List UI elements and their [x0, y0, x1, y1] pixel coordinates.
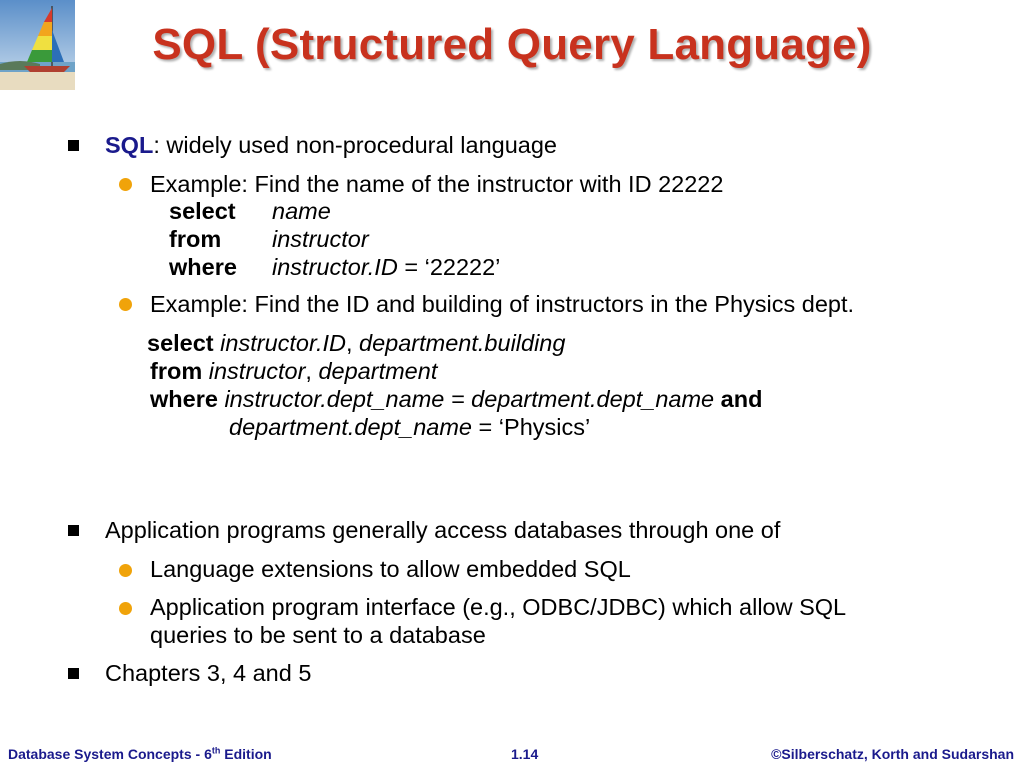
bullet-dot-icon — [119, 298, 132, 311]
example1-where-keyword: where — [169, 254, 237, 280]
footer-book-title-text: Database System Concepts - 6 — [8, 746, 212, 762]
example2-from-keyword: from — [150, 358, 203, 384]
example1-select-keyword: select — [169, 198, 236, 224]
example2-description: Example: Find the ID and building of instructors in the Physics dept. — [150, 291, 855, 317]
example2-select-line — [147, 332, 565, 356]
footer-slide-number: 1.14 — [511, 746, 539, 762]
comma: , — [345, 330, 360, 356]
example2-where-keyword: where — [150, 386, 218, 412]
bullet-application-programs: Application programs generally access databases through one of — [105, 517, 781, 543]
example1-where-clause — [272, 256, 500, 280]
example2-cont-equals: = — [472, 414, 499, 440]
example2-from-line — [150, 360, 437, 384]
footer-copyright: ©Silberschatz, Korth and Sudarshan — [771, 746, 1014, 762]
bullet-square-icon — [68, 525, 79, 536]
example2-cont-value: ‘Physics’ — [498, 414, 591, 440]
example2-select-col1: instructor.ID — [220, 330, 346, 356]
comma: , — [305, 358, 319, 384]
example1-select-value: name — [272, 198, 331, 224]
example1-where-attribute: instructor.ID — [272, 254, 398, 280]
example2-from-table2: department — [318, 358, 438, 384]
example2-select-col2: department.building — [359, 330, 566, 356]
bullet-square-icon — [68, 140, 79, 151]
example2-continuation-line — [229, 416, 590, 440]
example2-cont-attribute: department.dept_name — [229, 414, 472, 440]
bullet-square-icon — [68, 668, 79, 679]
bullet-dot-icon — [119, 564, 132, 577]
slide-title: SQL (Structured Query Language) — [152, 20, 872, 69]
example1-where-value: ‘22222’ — [424, 254, 501, 280]
example2-where-condition: instructor.dept_name = department.dept_name — [224, 386, 715, 412]
bullet-dot-icon — [119, 178, 132, 191]
bullet-chapters: Chapters 3, 4 and 5 — [105, 660, 312, 686]
example2-and-keyword: and — [720, 386, 763, 412]
sql-term: SQL — [105, 132, 154, 158]
example2-where-line — [150, 388, 762, 412]
example1-from-keyword: from — [169, 226, 222, 252]
example2-select-keyword: select — [147, 330, 214, 356]
example2-from-table1: instructor — [208, 358, 306, 384]
footer-edition-superscript: th — [211, 745, 221, 756]
bullet-dot-icon — [119, 602, 132, 615]
footer-book-title — [8, 746, 272, 762]
bullet-sql-definition — [105, 134, 557, 158]
sub-bullet-api-line1: Application program interface (e.g., ODBC/JDBC) which allow SQL — [150, 594, 847, 620]
sub-bullet-api-line2: queries to be sent to a database — [150, 622, 486, 648]
footer-edition-text: Edition — [220, 746, 272, 762]
example1-from-value: instructor — [272, 226, 369, 252]
sql-definition-text: : widely used non-procedural language — [153, 132, 558, 158]
example1-description: Example: Find the name of the instructor with ID 22222 — [150, 171, 724, 197]
example1-where-equals: = — [397, 254, 425, 280]
sub-bullet-language-extensions: Language extensions to allow embedded SQL — [150, 556, 631, 582]
